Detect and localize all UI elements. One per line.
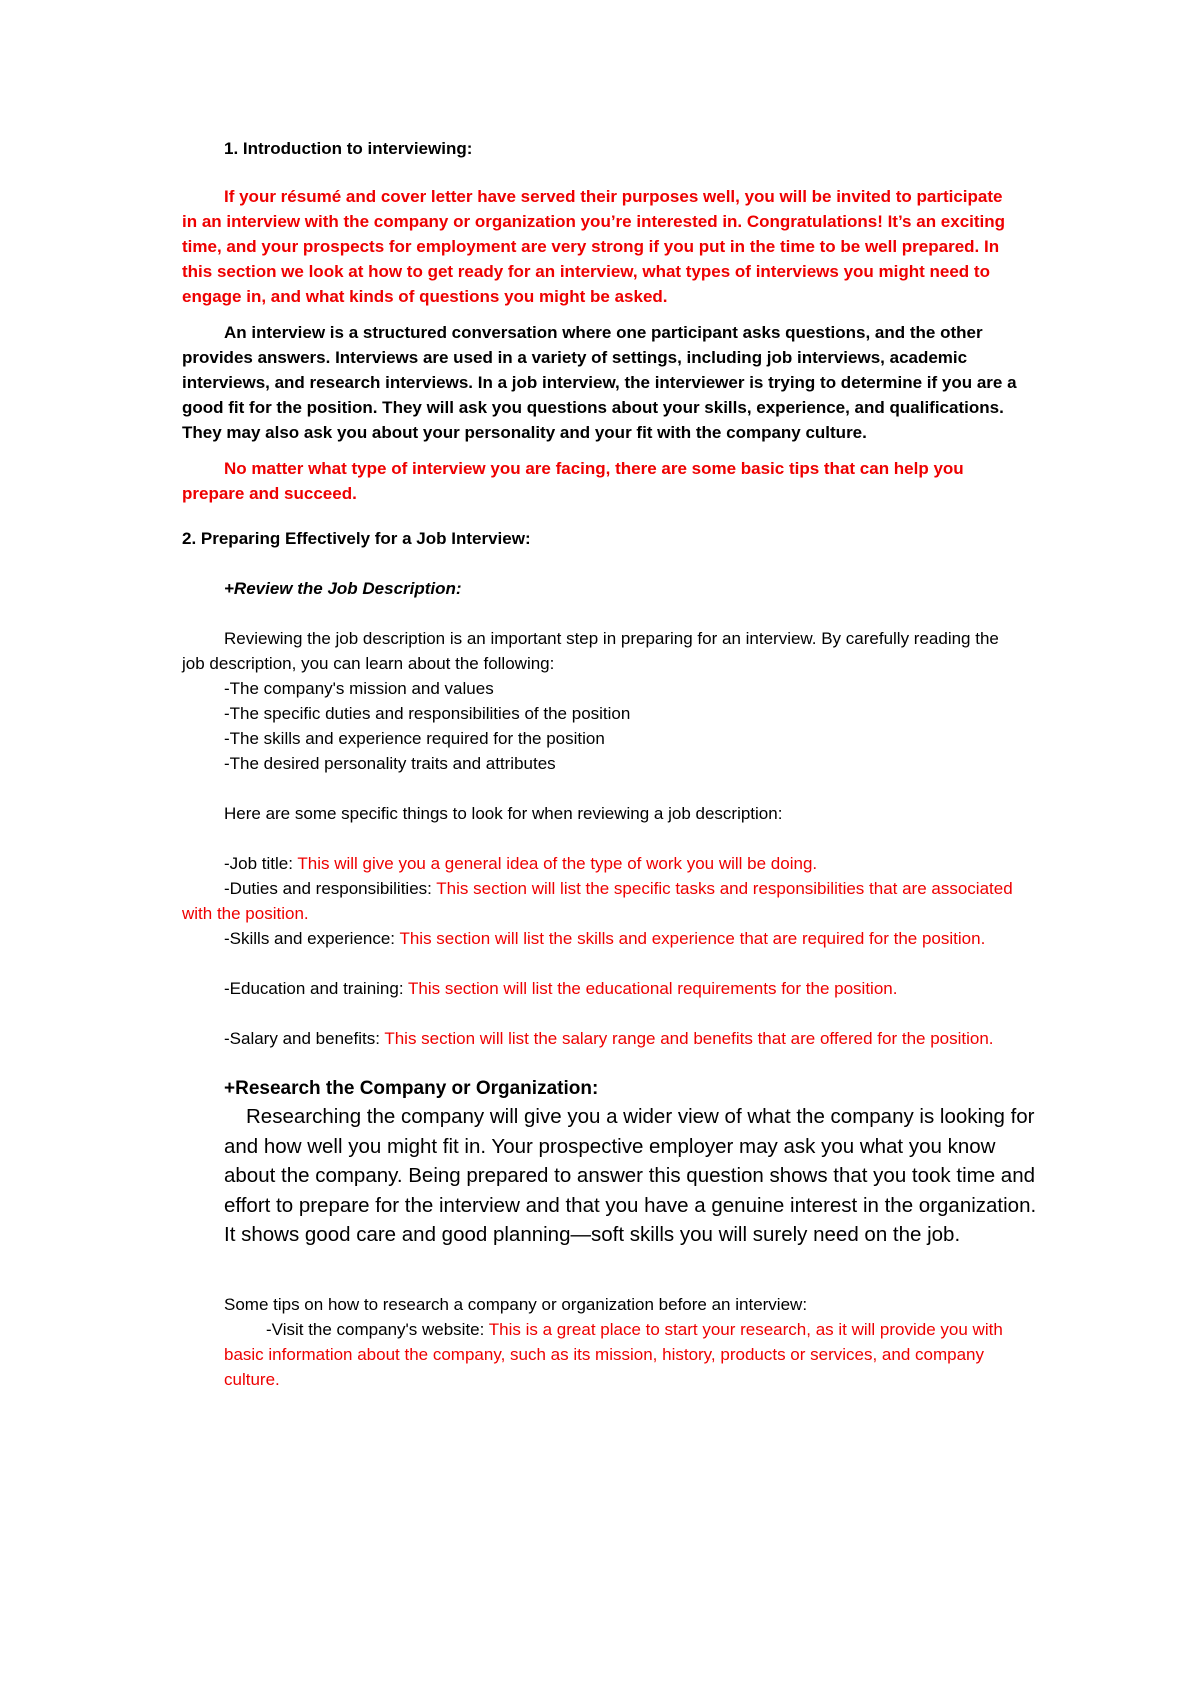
- research-paragraph: Researching the company will give you a wider view of what the company is looking for and how well you might fit in. Your prospective employer may ask you what you know about the company. Being prepared to answer this question shows that you took time and effort to prepare for the interview and that you have a genuine interest in the organization. It shows good care and good planning—soft skills you will surely need on the job.: [224, 1105, 1037, 1246]
- tip-text: This is a great place to start your research, as it will provide you with basic information about the company, such as its mission, history, products or services, and company culture.: [224, 1320, 1003, 1389]
- review-intro-paragraph: Reviewing the job description is an important step in preparing for an interview. By carefully reading the job description, you can learn about the following:: [182, 629, 999, 673]
- learn-item: -The company's mission and values: [224, 679, 494, 698]
- look-for-text: This section will list the educational requirements for the position.: [407, 979, 898, 998]
- basic-tips-paragraph: No matter what type of interview you are facing, there are some basic tips that can help you prepare and succeed.: [182, 459, 964, 503]
- look-for-text: This section will list the skills and experience that are required for the position.: [399, 929, 986, 948]
- look-for-item-skills: [182, 926, 1022, 951]
- review-job-description-subheading: +Review the Job Description:: [224, 579, 462, 598]
- look-for-intro: Here are some specific things to look for when reviewing a job description:: [224, 804, 783, 823]
- section-1-heading: 1. Introduction to interviewing:: [224, 139, 473, 158]
- look-for-label: -Salary and benefits:: [224, 1029, 385, 1048]
- research-tip-website: [224, 1317, 1024, 1392]
- look-for-item-duties: [182, 876, 1022, 926]
- tip-label: -Visit the company's website:: [266, 1320, 489, 1339]
- look-for-text: This section will list the specific tasks and responsibilities that are associated with the position.: [182, 879, 1013, 923]
- look-for-label: -Skills and experience:: [224, 929, 400, 948]
- learn-item: -The skills and experience required for the position: [224, 729, 605, 748]
- section-2-heading: 2. Preparing Effectively for a Job Interview:: [182, 529, 531, 548]
- learn-item: -The specific duties and responsibilities of the position: [224, 704, 631, 723]
- research-company-subheading: +Research the Company or Organization:: [224, 1078, 599, 1099]
- look-for-item-education: [182, 976, 1022, 1001]
- research-tips-intro: Some tips on how to research a company or organization before an interview:: [224, 1295, 808, 1314]
- intro-paragraph-red: If your résumé and cover letter have served their purposes well, you will be invited to participate in an interview with the company or organization you’re interested in. Congratulations! It’s an exciting time, and your prospects for employment are very strong if you put in the time to be well prepared. In this section we look at how to get ready for an interview, what types of interviews you might need to engage in, and what kinds of questions you might be asked.: [182, 187, 1006, 306]
- look-for-label: -Duties and responsibilities:: [224, 879, 437, 898]
- look-for-item-salary: [182, 1026, 1022, 1051]
- look-for-label: -Job title:: [224, 854, 298, 873]
- learn-item: -The desired personality traits and attributes: [224, 754, 556, 773]
- interview-definition-paragraph: An interview is a structured conversation where one participant asks questions, and the other provides answers. Interviews are used in a variety of settings, including job interviews, academic interviews, and research interviews. In a job interview, the interviewer is trying to determine if you are a good fit for the position. They will ask you questions about your skills, experience, and qualifications. They may also ask you about your personality and your fit with the company culture.: [182, 323, 1017, 442]
- look-for-item-job-title: [182, 851, 1022, 876]
- look-for-text: This will give you a general idea of the type of work you will be doing.: [297, 854, 818, 873]
- look-for-text: This section will list the salary range and benefits that are offered for the position.: [384, 1029, 994, 1048]
- look-for-label: -Education and training:: [224, 979, 408, 998]
